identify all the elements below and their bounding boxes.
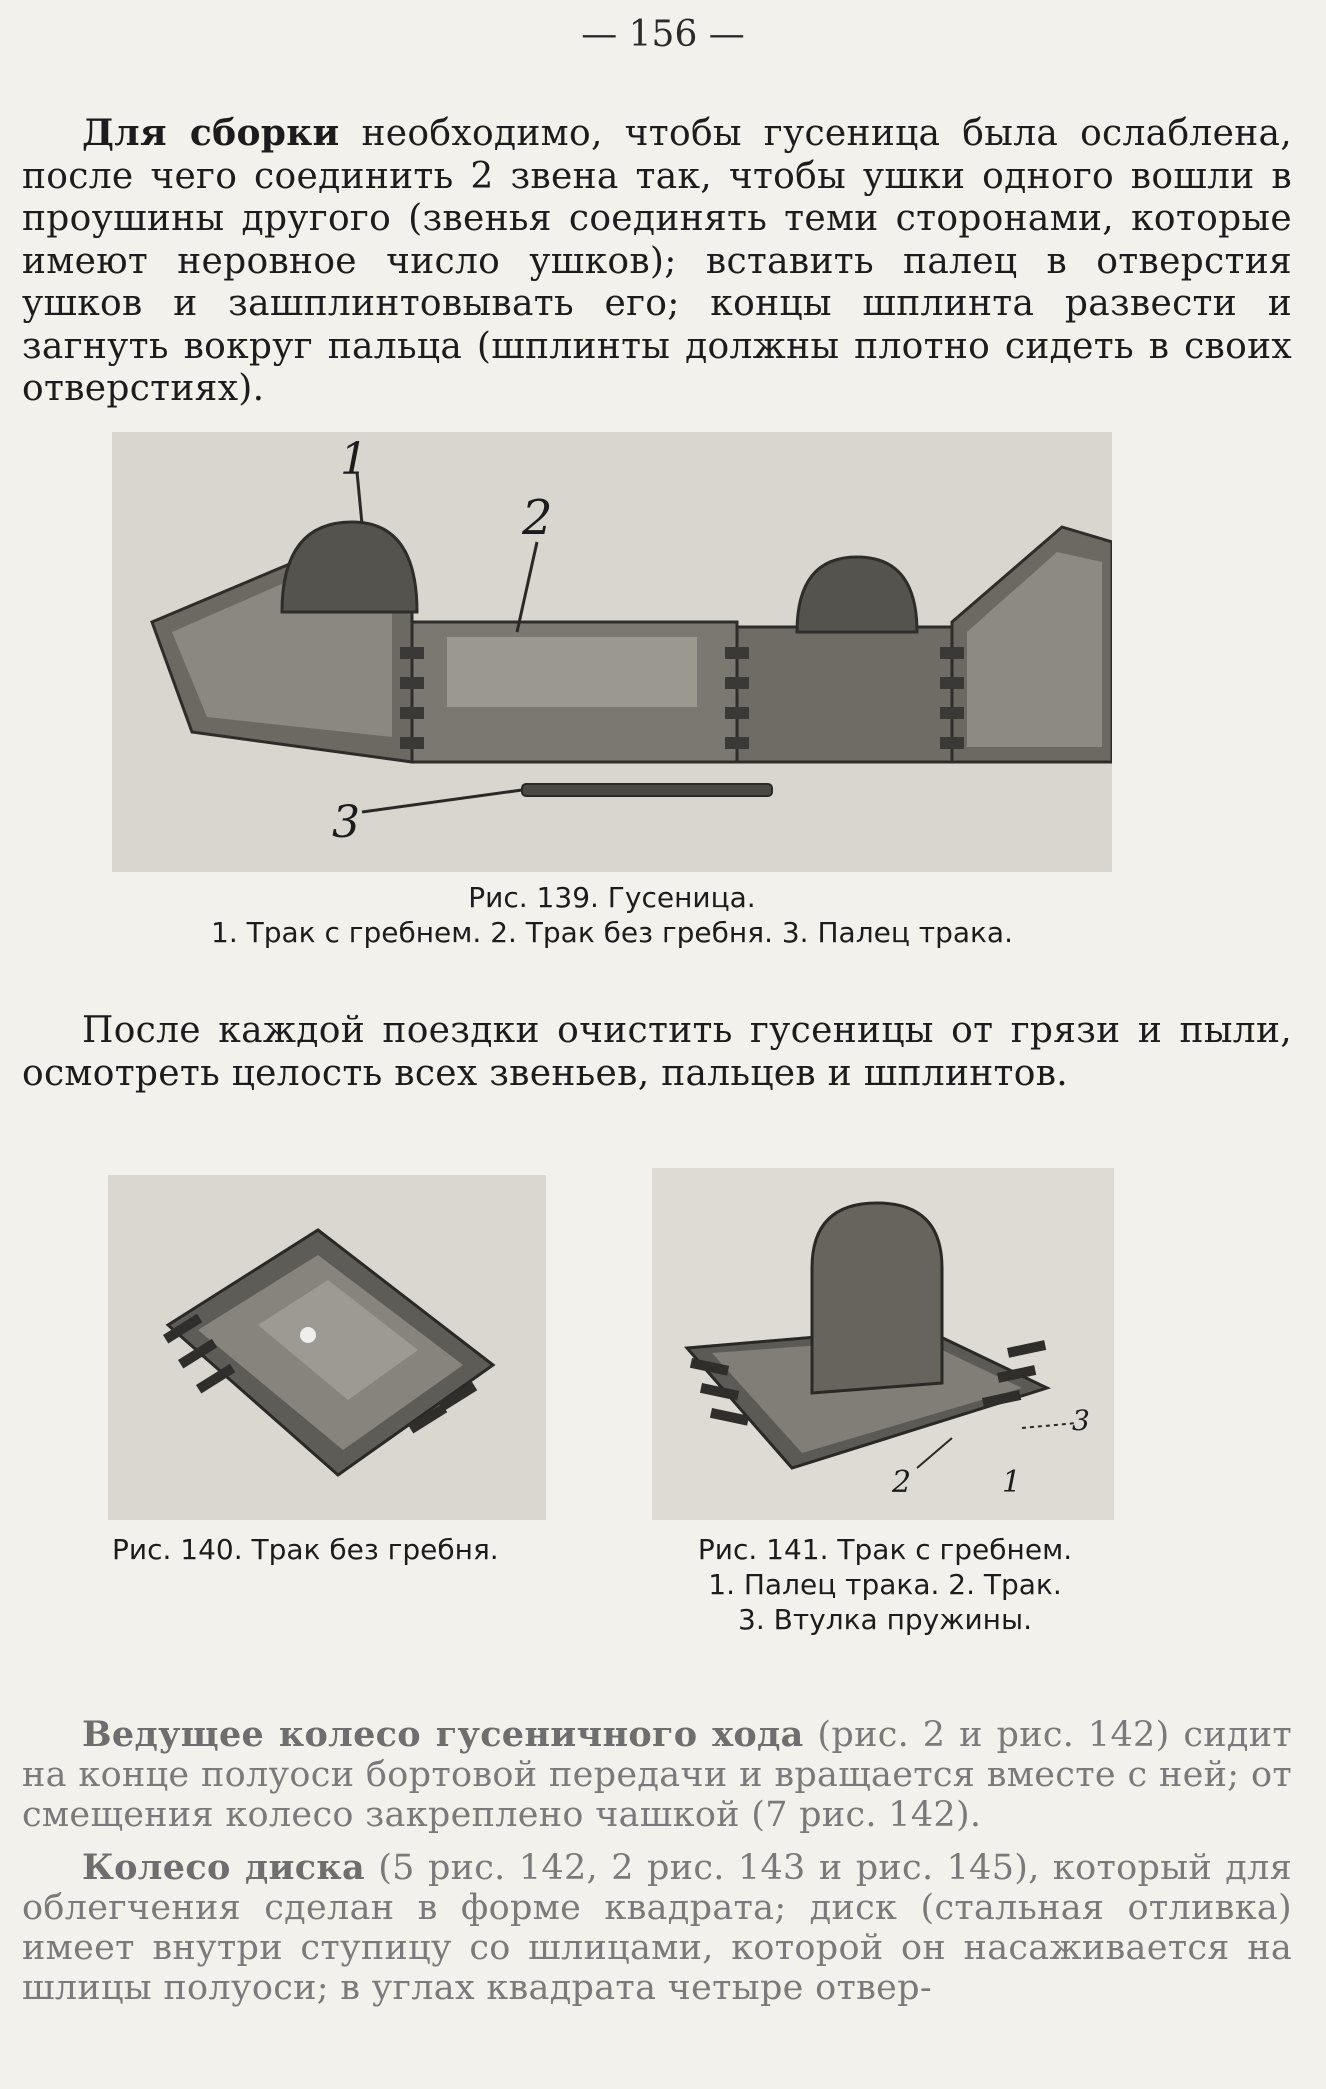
drive-wheel-lead: Ведущее колесо гусеничного хода (82, 1714, 804, 1755)
figure-139-caption (112, 880, 1112, 950)
callout-141-3: 3 (1072, 1404, 1090, 1437)
drive-wheel-paragraph (22, 1715, 1292, 1835)
figure-139-track-photo (112, 432, 1112, 872)
cleaning-paragraph (22, 1010, 1292, 1095)
callout-141-2: 2 (892, 1465, 912, 1500)
callout-2: 2 (522, 490, 553, 546)
assembly-text: необходимо, чтобы гусеница была ослаблена, после чего соединить 2 звена так, чтобы ушки одного вошли в проушины другого (звенья соединять теми сторонами, которые имеют неровное число ушков); вставить палец в отверстия ушков и зашплинтовывать его; концы шплинта развести и загнуть вокруг пальца (шплинты должны плотно сидеть в своих отверстиях). (22, 113, 1292, 409)
figure-141-caption-line2: 1. Палец трака. 2. Трак. (708, 1568, 1062, 1601)
disc-wheel-text: (5 рис. 142, 2 рис. 143 и рис. 145), который для облегчения сделан в форме квадрата; диск (стальная отливка) имеет внутри ступицу со шлицами, которой он насаживается на шлицы полуоси; в углах квадрата четыре отвер- (22, 1848, 1292, 2008)
figure-140-photo (108, 1175, 546, 1520)
figure-141-photo (652, 1168, 1114, 1520)
callout-3: 3 (332, 797, 360, 848)
figure-139-title: Рис. 139. Гусеница. (468, 881, 756, 914)
figure-140-caption: Рис. 140. Трак без гребня. (112, 1533, 499, 1566)
figure-141-caption-line3: 3. Втулка пружины. (738, 1603, 1032, 1636)
assembly-lead: Для сборки (82, 112, 340, 154)
figure-139-detail: 1. Трак с гребнем. 2. Трак без гребня. 3. Палец трака. (211, 916, 1013, 949)
callout-141-1: 1 (1002, 1465, 1022, 1500)
disc-wheel-paragraph (22, 1848, 1292, 2008)
disc-wheel-lead: Колесо диска (82, 1847, 365, 1888)
page-number: — 156 — (581, 14, 745, 55)
track-illustration (112, 432, 1112, 872)
link-no-ridge-illustration (108, 1175, 546, 1520)
figure-141-caption-line1: Рис. 141. Трак с гребнем. (697, 1533, 1073, 1566)
figure-141-caption (650, 1532, 1120, 1637)
callout-1: 1 (340, 434, 368, 485)
link-with-ridge-illustration (652, 1168, 1114, 1520)
assembly-paragraph (22, 112, 1292, 411)
drive-wheel-text: (рис. 2 и рис. 142) сидит на конце полуоси бортовой передачи и вращается вместе с ней; от смещения колесо закреплено чашкой (7 рис. 142). (22, 1715, 1292, 1835)
cleaning-text: После каждой поездки очистить гусеницы от грязи и пыли, осмотреть целость всех звеньев, пальцев и шплинтов. (22, 1010, 1292, 1094)
